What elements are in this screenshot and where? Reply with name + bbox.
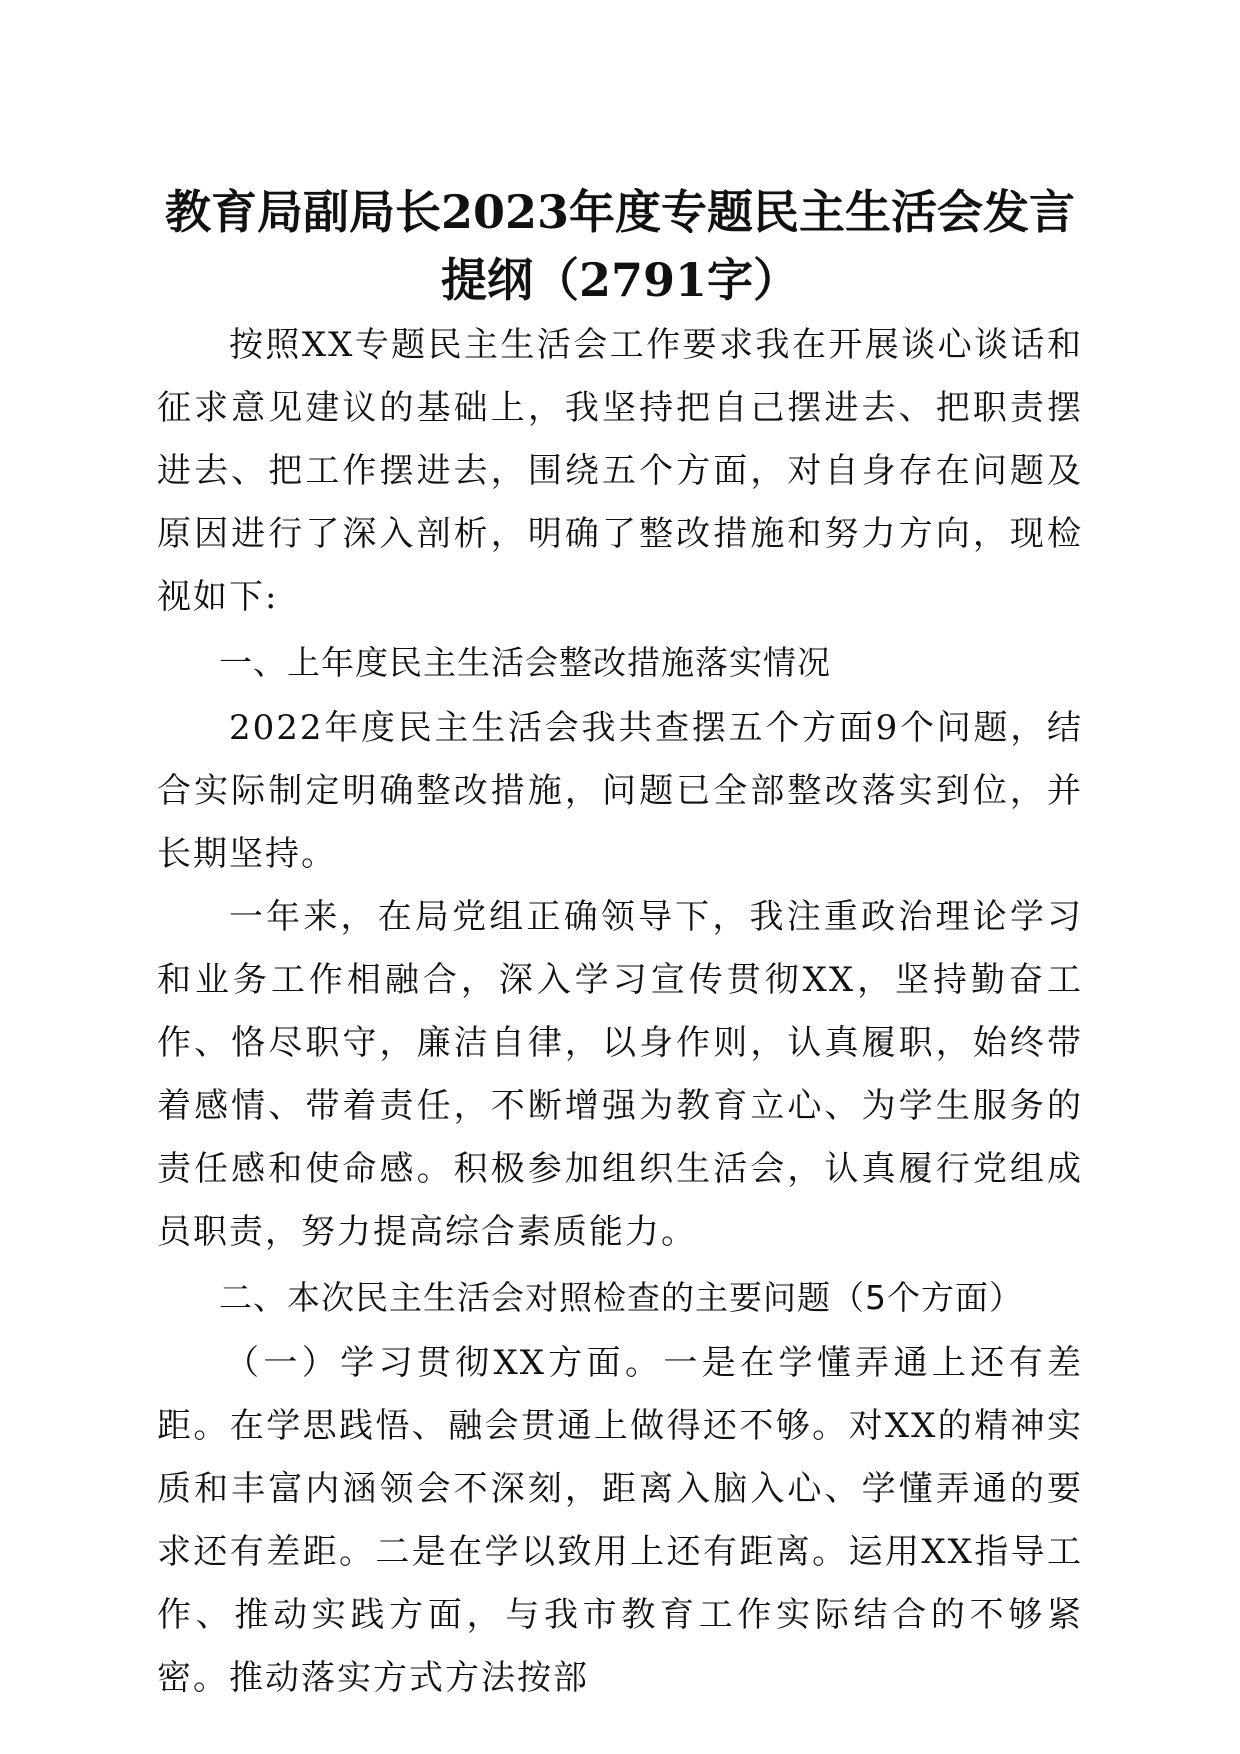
- section-heading-2: 二、本次民主生活会对照检查的主要问题（5个方面）: [219, 1278, 1023, 1317]
- review-paragraph: 一年来，在局党组正确领导下，我注重政治理论学习和业务工作相融合，深入学习宣传贯彻XX，坚持勤奋工作、恪尽职守，廉洁自律，以身作则，认真履职，始终带着感情、带着责任，不断增强为教育立心、为学生服务的责任感和使命感。积极参加组织生活会，认真履行党组成员职责，努力提高综合素质能力。: [157, 897, 1083, 1252]
- intro-paragraph: 按照XX专题民主生活会工作要求我在开展谈心谈话和征求意见建议的基础上，我坚持把自己摆进去、把职责摆进去、把工作摆进去，围绕五个方面，对自身存在问题及原因进行了深入剖析，明确了整改措施和努力方向，现检视如下:: [157, 325, 1083, 617]
- title-line-2: 提纲（2791字）: [440, 253, 800, 307]
- document-body: [157, 314, 1083, 1710]
- document-title: [150, 178, 1090, 314]
- study-issue-paragraph: （一）学习贯彻XX方面。一是在学懂弄通上还有差距。在学思践悟、融会贯通上做得还不够。对XX的精神实质和丰富内涵领会不深刻，距离入脑入心、学懂弄通的要求还有差距。二是在学以致用上还有距离。运用XX指导工作、推动实践方面，与我市教育工作实际结合的不够紧密。推动落实方式方法按部: [157, 1343, 1083, 1698]
- rectification-paragraph: 2022年度民主生活会我共查摆五个方面9个问题，结合实际制定明确整改措施，问题已全部整改落实到位，并长期坚持。: [157, 708, 1083, 874]
- section-heading-1: 一、上年度民主生活会整改措施落实情况: [219, 643, 831, 682]
- title-line-1: 教育局副局长2023年度专题民主生活会发言: [164, 185, 1076, 239]
